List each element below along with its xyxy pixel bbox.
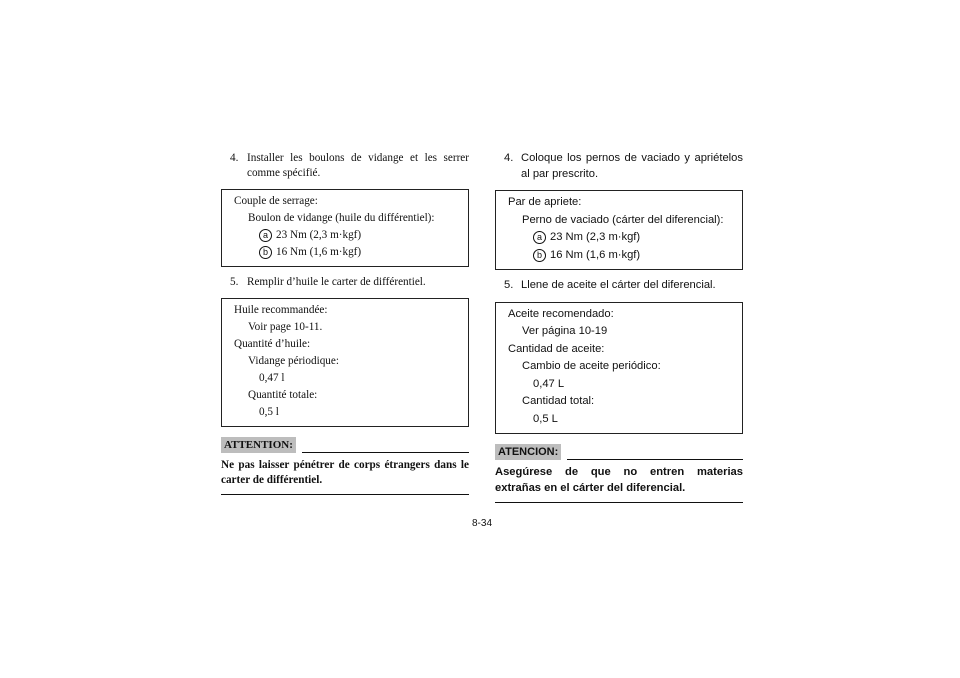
attention-rule <box>302 452 469 453</box>
oil-quantity-label: Cantidad de aceite: <box>508 342 605 355</box>
attention-label: ATENCION: <box>495 444 561 460</box>
recommended-oil-value: Ver página 10-19 <box>522 325 608 337</box>
torque-item: Boulon de vidange (huile du différentiel): <box>248 212 435 224</box>
recommended-oil-label: Aceite recomendado: <box>508 307 614 320</box>
step-number: 5. <box>230 276 239 288</box>
step-text: Remplir d’huile le carter de différentiel. <box>247 276 426 288</box>
attention-label: ATTENTION: <box>221 437 296 453</box>
periodic-change-value: 0,47 L <box>533 377 565 390</box>
circled-b-marker: b <box>259 246 272 259</box>
french-column <box>221 151 469 495</box>
total-amount-label: Quantité totale: <box>248 389 318 401</box>
oil-quantity-label: Quantité d’huile: <box>234 338 311 350</box>
circled-a-marker: a <box>259 229 272 242</box>
attention-rule <box>567 459 743 460</box>
page-number: 8-34 <box>472 518 493 529</box>
oil-spec-box <box>495 302 743 435</box>
circled-a-marker: a <box>533 231 546 244</box>
torque-value-b: b 16 Nm (1,6 m·kgf) <box>508 248 742 264</box>
attention-text: Asegúrese de que no entren materias extrañas en el cárter del diferencial. <box>495 465 743 503</box>
periodic-change-value: 0,47 l <box>259 372 285 384</box>
torque-spec-box <box>495 190 743 270</box>
attention-notice <box>221 437 469 495</box>
periodic-change-label: Vidange périodique: <box>248 355 339 367</box>
torque-spec-box <box>221 189 469 267</box>
step-4 <box>504 151 743 182</box>
periodic-change-label: Cambio de aceite periódico: <box>522 360 661 372</box>
torque-value-b: b 16 Nm (1,6 m·kgf) <box>234 245 468 260</box>
total-amount-value: 0,5 L <box>533 412 558 425</box>
recommended-oil-value: Voir page 10-11. <box>248 321 323 333</box>
step-text: Coloque los pernos de vaciado y apriételos al par prescrito. <box>521 152 743 180</box>
total-amount-label: Cantidad total: <box>522 395 595 407</box>
torque-value-a: a 23 Nm (2,3 m·kgf) <box>234 228 468 243</box>
oil-spec-box <box>221 298 469 427</box>
step-4 <box>230 151 469 181</box>
torque-title: Couple de serrage: <box>234 195 318 207</box>
step-number: 4. <box>230 152 239 164</box>
circled-b-marker: b <box>533 249 546 262</box>
step-5 <box>504 278 743 294</box>
torque-title: Par de apriete: <box>508 196 582 208</box>
attention-text: Ne pas laisser pénétrer de corps étrangers dans le carter de différentiel. <box>221 458 469 495</box>
step-number: 5. <box>504 279 514 291</box>
total-amount-value: 0,5 l <box>259 406 279 418</box>
torque-value-a: a 23 Nm (2,3 m·kgf) <box>508 230 742 246</box>
attention-notice <box>495 444 743 503</box>
step-text: Llene de aceite el cárter del diferencial. <box>521 279 716 291</box>
spanish-column <box>495 151 743 503</box>
torque-item: Perno de vaciado (cárter del diferencial): <box>522 213 724 226</box>
recommended-oil-label: Huile recommandée: <box>234 304 328 316</box>
step-number: 4. <box>504 152 514 164</box>
step-5 <box>230 275 469 290</box>
step-text: Installer les boulons de vidange et les serrer comme spécifié. <box>247 152 469 179</box>
